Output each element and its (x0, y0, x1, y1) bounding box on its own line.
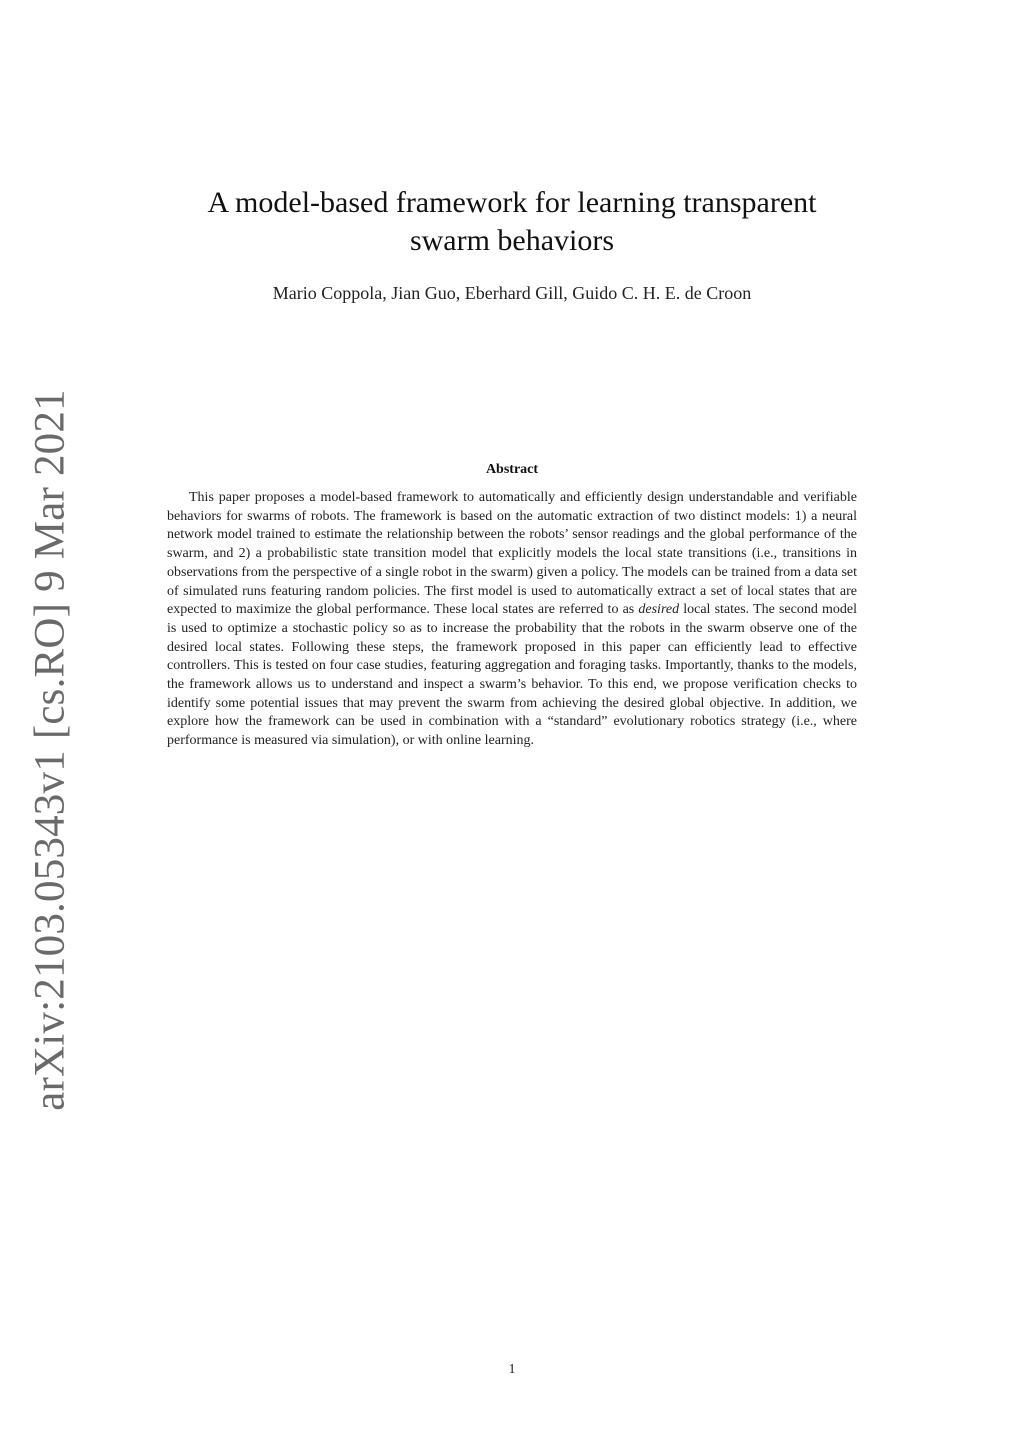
arxiv-identifier-stamp: arXiv:2103.05343v1 [cs.RO] 9 Mar 2021 (26, 389, 74, 1111)
paper-title-line-1: A model-based framework for learning transparent (207, 186, 817, 219)
abstract-body (167, 489, 857, 751)
page-number: 1 (508, 1362, 516, 1377)
abstract-heading: Abstract (485, 462, 539, 477)
abstract-emphasis: desired (638, 602, 680, 618)
paper-title (120, 184, 904, 260)
abstract-text-part-2: local states. The second model is used to optimize a stochastic policy so as to increase the probability that the robots in the swarm observe one of the desired local states. Following these steps, the framework proposed in this paper can efficiently lead to effective controllers. This is tested on four case studies, featuring aggregation and foraging tasks. Importantly, thanks to the models, the framework allows us to understand and inspect a swarm’s behavior. To this end, we propose verification checks to identify some potential issues that may prevent the swarm from achieving the desired global objective. In addition, we explore how the framework can be used in combination with a “standard” evolutionary robotics strategy (i.e., where performance is measured via simulation), or with online learning. (167, 602, 857, 749)
abstract-text-part-1: This paper proposes a model-based framework to automatically and efficiently design understandable and verifiable behaviors for swarms of robots. The framework is based on the automatic extraction of two distinct models: 1) a neural network model trained to estimate the relationship between the robots’ sensor readings and the global performance of the swarm, and 2) a probabilistic state transition model that explicitly models the local state transitions (i.e., transitions in observations from the perspective of a single robot in the swarm) given a policy. The models can be trained from a data set of simulated runs featuring random policies. The first model is used to automatically extract a set of local states that are expected to maximize the global performance. These local states are referred to as (167, 490, 857, 618)
paper-title-line-2: swarm behaviors (409, 224, 615, 257)
author-list: Mario Coppola, Jian Guo, Eberhard Gill, Guido C. H. E. de Croon (272, 283, 752, 303)
